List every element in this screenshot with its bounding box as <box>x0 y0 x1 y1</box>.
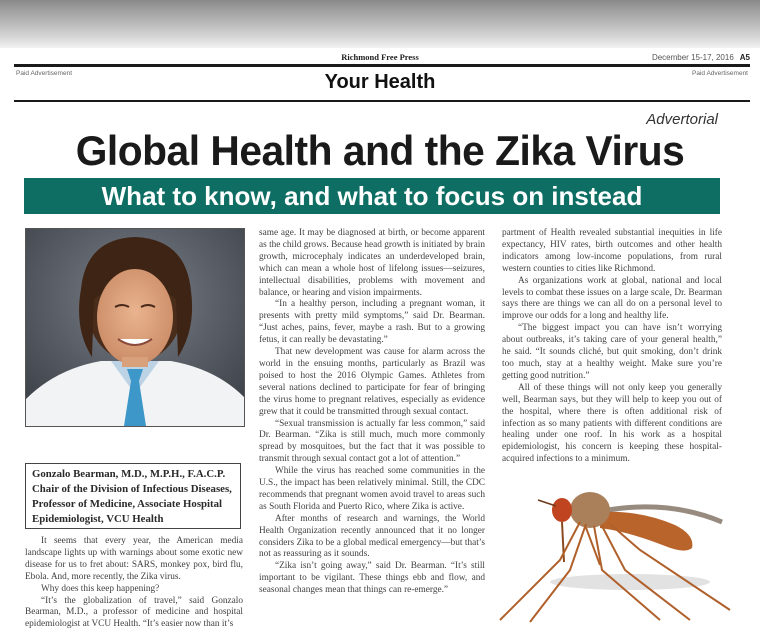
paragraph: “It’s the globalization of travel,” said Gonzalo Bearman, M.D., a professor of medicine and hospital epidemiologist at VCU Health. “It’s easier now than it’s <box>25 595 243 630</box>
publication-name: Richmond Free Press <box>341 52 419 62</box>
mosquito-illustration <box>490 470 760 628</box>
portrait-caption <box>25 463 241 529</box>
advertorial-kicker: Advertorial <box>646 111 718 128</box>
paragraph: Why does this keep happening? <box>41 583 160 594</box>
masthead-rule-top <box>14 64 750 67</box>
portrait-photo-icon <box>26 229 244 426</box>
paragraph: “Zika isn’t going away,” said Dr. Bearman. “It’s still important to be vigilant. These things ebb and flow, and seasonal changes mean that things can re-emerge.” <box>259 561 485 596</box>
paragraph: “In a healthy person, including a pregnant woman, it presents with pretty mild symptoms,” said Dr. Bearman. “Just aches, pains, fever, maybe a rash. But to a growing fetus, it can really be devastating.” <box>259 299 485 346</box>
scan-shadow <box>0 0 760 48</box>
paragraph: partment of Health revealed substantial inequities in life expectancy, HIV rates, birth outcomes and other health indicators among low-income populations, from rural western counties to cities like Richmond. <box>502 228 722 274</box>
article-column-2 <box>259 228 485 597</box>
paragraph: After months of research and warnings, the World Health Organization recently announced that it no longer considers Zika to be a global medical emergency—but that’s not as reassuring as it sounds. <box>259 513 485 560</box>
paragraph: same age. It may be diagnosed at birth, or become apparent as the child grows. Because head growth is initiated by brain growth, microcephaly indicates an underdeveloped brain, which can mean a whole host of lifelong issues—seizures, intellectual disabilities, problems with movement and balance, or hearing and vision impairments. <box>259 228 485 298</box>
caption-line: Professor of Medicine, Associate Hospital <box>32 498 223 510</box>
section-title: Your Health <box>324 71 436 93</box>
paragraph: That new development was cause for alarm across the world in the ensuing months, particularly as Brazil was poised to host the 2016 Olympic Games. Athletes from several nations declined to participate for fear of bringing the virus home to pregnant relatives, especially as evidence grew that it could be transmitted through sexual contact. <box>259 347 485 417</box>
mosquito-icon <box>490 470 760 628</box>
caption-line: Gonzalo Bearman, M.D., M.P.H., F.A.C.P. <box>32 468 226 480</box>
paragraph: It seems that every year, the American media landscape lights up with warnings about some exotic new disease for us to fret about: SARS, monkey pox, bird flu, Ebola. And, more recently, the Zika virus. <box>25 536 243 582</box>
paragraph: While the virus has reached some communities in the U.S., the impact has been relatively minimal. Still, the CDC recommends that pregnant women avoid travel to areas such as South Florida and Puerto Rico, where Zika is active. <box>259 466 485 512</box>
paragraph: As organizations work at global, national and local levels to combat these issues on a large scale, Dr. Bearman says there are things we can all do on a personal level to improve our odds for a long and healthy life. <box>502 275 722 322</box>
paid-advertisement-left: Paid Advertisement <box>16 70 73 77</box>
article-column-1 <box>25 536 243 631</box>
subhead-banner: What to know, and what to focus on instead <box>24 178 720 214</box>
author-portrait <box>25 228 245 427</box>
headline: Global Health and the Zika Virus <box>75 127 685 174</box>
paragraph: “Sexual transmission is actually far less common,” said Dr. Bearman. “Zika is still much, much more commonly spread by mosquitoes, but the fact that it was possible to transmit through sexual contact got a lot of attention.” <box>259 418 485 465</box>
dateline <box>652 53 750 62</box>
paragraph: All of these things will not only keep you generally well, Bearman says, but they will help to keep you out of the hospital, where there is often additional risk of infection as so many patients with different conditions are healing under one roof. In his work as a hospital epidemiologist, his concern is keeping these hospital-acquired infections to a minimum. <box>502 382 722 465</box>
caption-line: Chair of the Division of Infectious Diseases, <box>32 483 232 495</box>
masthead-rule-bottom <box>14 100 750 102</box>
issue-date: December 15-17, 2016 <box>651 53 734 62</box>
article-column-3 <box>502 228 722 466</box>
paid-advertisement-right: Paid Advertisement <box>691 70 748 77</box>
paragraph: “The biggest impact you can have isn’t worrying about outbreaks, it’s taking care of your general health,” he said. “It sounds cliché, but quit smoking, don’t drink too much, stay at a healthy weight. Make sure you’re getting good nutrition.” <box>502 323 722 381</box>
caption-line: Epidemiologist, VCU Health <box>32 513 164 525</box>
page-number: A5 <box>739 53 750 62</box>
